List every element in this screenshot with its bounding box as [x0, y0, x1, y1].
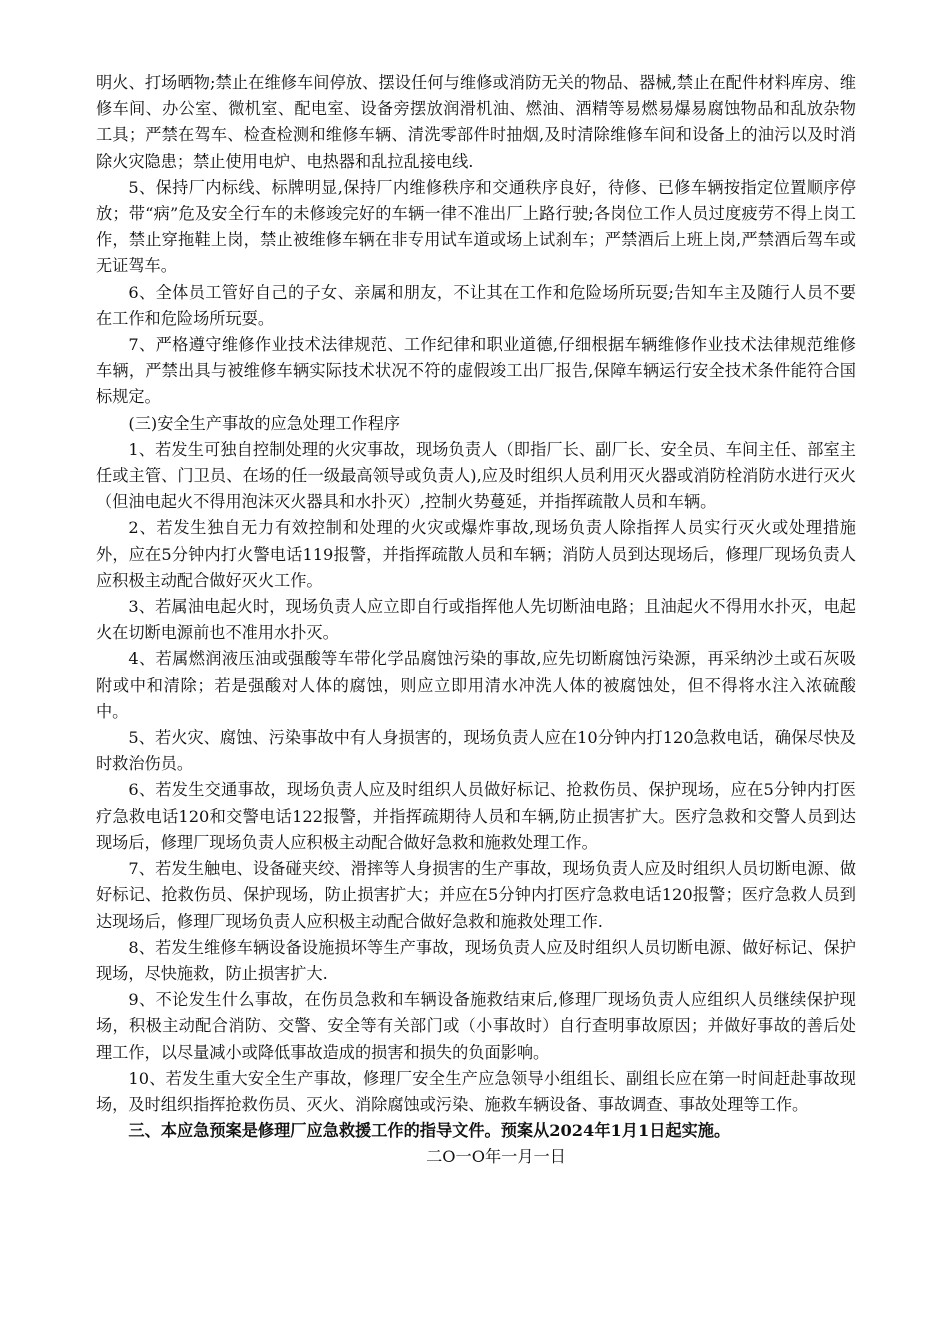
procedure-item-6: 6、若发生交通事故，现场负责人应及时组织人员做好标记、抢救伤员、保护现场，应在5分钟内打医疗急救电话120和交警电话122报警，并指挥疏期待人员和车辆,防止损害扩大。医疗急救和交警人员到达现场后，修理厂现场负责人应积极主动配合做好急救和施救处理工作。 — [96, 780, 856, 852]
paragraph-continuation: 明火、打场晒物;禁止在维修车间停放、摆设任何与维修或消防无关的物品、器械,禁止在配件材料库房、维修车间、办公室、微机室、配电室、设备旁摆放润滑机油、燃油、酒精等易燃易爆易腐蚀物品和乱放杂物工具；严禁在驾车、检查检测和维修车辆、清洗零部件时抽烟,及时清除维修车间和设备上的油污以及时消除火灾隐患；禁止使用电炉、电热器和乱拉乱接电线. — [96, 73, 856, 171]
paragraph-item-5: 5、保持厂内标线、标牌明显,保持厂内维修秩序和交通秩序良好，待修、已修车辆按指定位置顺序停放；带“病”危及安全行车的未修竣完好的车辆一律不准出厂上路行驶;各岗位工作人员过度疲劳不得上岗工作，禁止穿拖鞋上岗，禁止被维修车辆在非专用试车道或场上试刹车；严禁酒后上班上岗,严禁酒后驾车或无证驾车。 — [96, 177, 856, 276]
procedure-item-4: 4、若属燃润液压油或强酸等车带化学品腐蚀污染的事故,应先切断腐蚀污染源，再采纳沙土或石灰吸附或中和清除；若是强酸对人体的腐蚀，则应立即用清水冲洗人体的被腐蚀处，但不得将水注入浓硫酸中。 — [96, 649, 856, 721]
paragraph-item-7: 7、严格遵守维修作业技术法律规范、工作纪律和职业道德,仔细根据车辆维修作业技术法律规范维修车辆，严禁出具与被维修车辆实际技术状况不符的虚假竣工出厂报告,保障车辆运行安全技术条件能符合国标规定。 — [96, 335, 856, 407]
procedure-item-8: 8、若发生维修车辆设备设施损坏等生产事故，现场负责人应及时组织人员切断电源、做好标记、保护现场，尽快施救，防止损害扩大. — [96, 937, 856, 983]
procedure-item-9: 9、不论发生什么事故，在伤员急救和车辆设备施救结束后,修理厂现场负责人应组织人员继续保护现场，积极主动配合消防、交警、安全等有关部门或（小事故时）自行查明事故原因；并做好事故的善后处理工作，以尽量减小或降低事故造成的损害和损失的负面影响。 — [96, 990, 856, 1062]
procedure-item-5: 5、若火灾、腐蚀、污染事故中有人身损害的，现场负责人应在10分钟内打120急救电话，确保尽快及时救治伤员。 — [96, 728, 856, 774]
paragraph-item-6: 6、全体员工管好自己的子女、亲属和朋友，不让其在工作和危险场所玩耍;告知车主及随行人员不要在工作和危险场所玩耍。 — [96, 282, 856, 328]
procedure-item-10: 10、若发生重大安全生产事故，修理厂安全生产应急领导小组组长、副组长应在第一时间赶赴事故现场，及时组织指挥抢救伤员、灭火、消除腐蚀或污染、施救车辆设备、事故调查、事故处理等工作。 — [96, 1068, 856, 1114]
conclusion-statement: 三、本应急预案是修理厂应急救援工作的指导文件。预案从2024年1月1日起实施。 — [128, 1121, 731, 1141]
procedure-item-7: 7、若发生触电、设备碰夹绞、滑摔等人身损害的生产事故，现场负责人应及时组织人员切断电源、做好标记、抢救伤员、保护现场，防止损害扩大；并应在5分钟内打医疗急救电话120报警；医疗急救人员到达现场后，修理厂现场负责人应积极主动配合做好急救和施救处理工作. — [96, 859, 856, 931]
procedure-item-2: 2、若发生独自无力有效控制和处理的火灾或爆炸事故,现场负责人除指挥人员实行灭火或处理措施外，应在5分钟内打火警电话119报警，并指挥疏散人员和车辆；消防人员到达现场后，修理厂现场负责人应积极主动配合做好灭火工作。 — [96, 518, 856, 590]
section-heading-emergency-procedure: (三)安全生产事故的应急处理工作程序 — [128, 413, 401, 433]
procedure-item-3: 3、若属油电起火时，现场负责人应立即自行或指挥他人先切断油电路；且油起火不得用水扑灭，电起火在切断电源前也不准用水扑灭。 — [96, 597, 856, 643]
document-date: 二O一O年一月一日 — [426, 1147, 566, 1167]
document-page — [96, 70, 856, 1171]
procedure-item-1: 1、若发生可独自控制处理的火灾事故，现场负责人（即指厂长、副厂长、安全员、车间主任、部室主任或主管、门卫员、在场的任一级最高领导或负责人),应及时组织人员利用灭火器或消防栓消防水进行灭火（但油电起火不得用泡沫灭火器具和水扑灭）,控制火势蔓延，并指挥疏散人员和车辆。 — [96, 439, 856, 512]
